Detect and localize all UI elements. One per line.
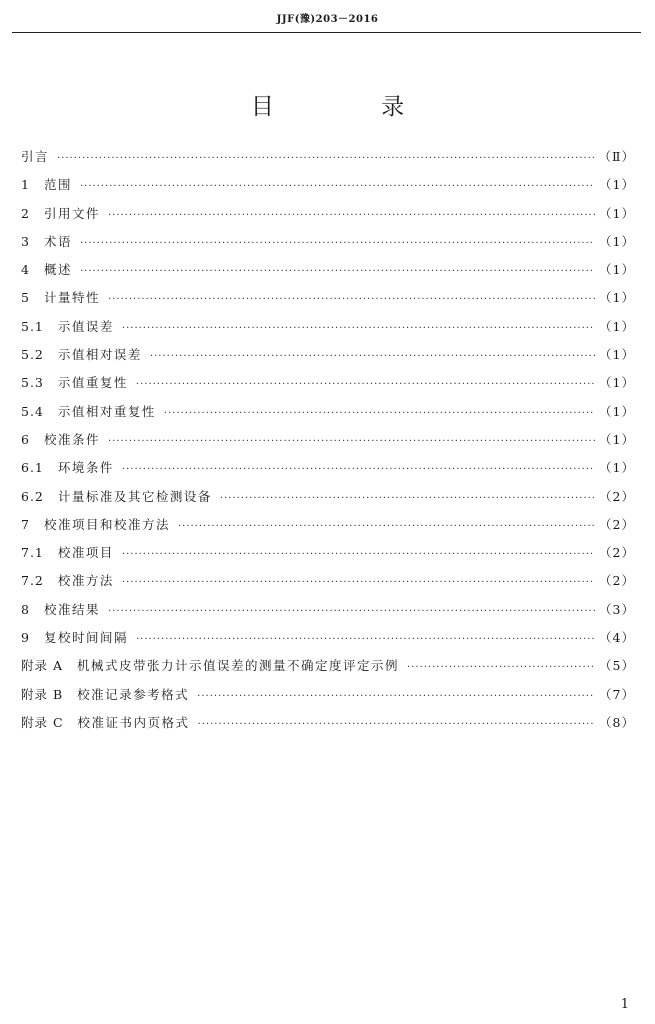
- toc-entry-page: （3）: [599, 601, 635, 617]
- toc-entry-number: 9: [21, 630, 30, 646]
- toc-entry-label: 概述: [43, 262, 72, 278]
- toc-entry: [21, 571, 635, 599]
- toc-entry-page: （Ⅱ）: [598, 149, 635, 164]
- toc-entry-page: （1）: [599, 431, 635, 447]
- toc-leader-dots: [136, 375, 595, 395]
- toc-entry-label: 校准项目: [57, 545, 114, 561]
- toc-entry: [21, 345, 635, 373]
- toc-entry-page: （1）: [599, 403, 635, 419]
- toc-entry: [21, 373, 635, 401]
- toc-entry: [21, 543, 635, 571]
- toc-entry-page: （2）: [599, 488, 635, 504]
- toc-leader-dots: [122, 545, 595, 565]
- toc-entry-page: （1）: [599, 205, 635, 221]
- toc-entry: [21, 656, 635, 684]
- toc-leader-dots: [108, 290, 595, 310]
- toc-entry-label: 校准方法: [57, 573, 114, 589]
- toc-entry-label: 环境条件: [57, 460, 114, 476]
- toc-entry-page: （1）: [599, 262, 635, 278]
- toc-entry-number: 6: [21, 431, 30, 447]
- toc-entry-number: 7.1: [21, 545, 44, 561]
- toc-entry-page: （1）: [599, 233, 635, 249]
- toc-leader-dots: [80, 262, 595, 282]
- toc-entry: [21, 515, 635, 543]
- toc-entry-label: 范围: [43, 177, 72, 193]
- toc-entry: [21, 402, 635, 430]
- toc-entry-page: （2）: [599, 545, 635, 561]
- header-rule: [12, 32, 641, 33]
- toc-leader-dots: [164, 404, 595, 424]
- toc-entry-number: 附录 B: [21, 686, 64, 702]
- toc-leader-dots: [198, 715, 595, 735]
- toc-leader-dots: [108, 432, 595, 452]
- toc-entry-label: 校准证书内页格式: [77, 714, 190, 730]
- toc-entry-label: 示值误差: [57, 318, 114, 334]
- toc-entry-number: 5.3: [21, 375, 44, 391]
- toc-leader-dots: [108, 206, 595, 226]
- toc-entry-page: （1）: [599, 318, 635, 334]
- toc-leader-dots: [122, 319, 595, 339]
- toc-entry: [21, 317, 635, 345]
- toc-entry-number: 1: [21, 177, 30, 193]
- toc-leader-dots: [80, 177, 595, 197]
- toc-entry: [21, 600, 635, 628]
- toc-entry-label: 校准记录参考格式: [77, 686, 190, 702]
- toc-leader-dots: [122, 573, 595, 593]
- toc-entry: [21, 204, 635, 232]
- toc-entry-page: （5）: [599, 658, 635, 674]
- toc-entry-page: （1）: [599, 177, 635, 193]
- toc-leader-dots: [197, 687, 595, 707]
- toc-entry-page: （4）: [599, 630, 635, 646]
- table-of-contents: [21, 147, 635, 741]
- toc-entry-number: 4: [21, 262, 30, 278]
- toc-entry-page: （2）: [599, 516, 635, 532]
- toc-entry-number: 附录 C: [21, 714, 64, 730]
- toc-entry-label: 机械式皮带张力计示值误差的测量不确定度评定示例: [77, 658, 400, 674]
- toc-entry-label: 术语: [43, 233, 72, 249]
- toc-entry-label: 校准项目和校准方法: [43, 516, 170, 532]
- toc-entry-number: 5: [21, 290, 30, 306]
- toc-leader-dots: [407, 658, 595, 678]
- toc-entry: [21, 458, 635, 486]
- toc-entry-number: 5.1: [21, 318, 44, 334]
- toc-entry-number: 6.1: [21, 460, 44, 476]
- toc-entry: [21, 713, 635, 741]
- page-title: 目 录: [250, 94, 455, 120]
- toc-entry-label: 计量特性: [43, 290, 100, 306]
- toc-leader-dots: [220, 489, 595, 509]
- toc-entry: [21, 175, 635, 203]
- toc-entry: [21, 628, 635, 656]
- toc-entry: [21, 232, 635, 260]
- toc-entry: [21, 487, 635, 515]
- toc-entry-number: 7: [21, 516, 30, 532]
- toc-entry-page: （2）: [599, 573, 635, 589]
- toc-entry-label: 校准条件: [43, 431, 100, 447]
- toc-entry-page: （8）: [599, 714, 635, 730]
- toc-entry-label: 引言: [21, 149, 50, 164]
- page-number: 1: [620, 997, 629, 1012]
- toc-entry-label: 示值相对重复性: [57, 403, 156, 419]
- toc-leader-dots: [178, 517, 595, 537]
- toc-leader-dots: [150, 347, 595, 367]
- toc-leader-dots: [136, 630, 595, 650]
- toc-entry-page: （1）: [599, 290, 635, 306]
- toc-entry-label: 复校时间间隔: [43, 630, 128, 646]
- toc-entry-number: 附录 A: [21, 658, 64, 674]
- toc-entry: [21, 147, 635, 175]
- toc-entry-number: 6.2: [21, 488, 44, 504]
- toc-entry-page: （7）: [599, 686, 635, 702]
- document-code-header: JJF(豫)203－2016: [276, 14, 379, 25]
- toc-leader-dots: [57, 149, 594, 169]
- toc-entry-label: 校准结果: [43, 601, 100, 617]
- toc-leader-dots: [122, 460, 595, 480]
- toc-entry: [21, 430, 635, 458]
- toc-entry: [21, 685, 635, 713]
- toc-entry-label: 计量标准及其它检测设备: [57, 488, 212, 504]
- toc-entry-page: （1）: [599, 375, 635, 391]
- toc-entry-number: 5.2: [21, 347, 44, 363]
- toc-entry-number: 7.2: [21, 573, 44, 589]
- toc-entry-page: （1）: [599, 460, 635, 476]
- toc-entry: [21, 260, 635, 288]
- toc-entry-label: 引用文件: [43, 205, 100, 221]
- toc-entry: [21, 288, 635, 316]
- toc-leader-dots: [80, 234, 595, 254]
- toc-entry-number: 3: [21, 233, 30, 249]
- toc-entry-number: 8: [21, 601, 30, 617]
- toc-entry-number: 5.4: [21, 403, 44, 419]
- toc-leader-dots: [108, 602, 595, 622]
- toc-entry-number: 2: [21, 205, 30, 221]
- toc-entry-label: 示值重复性: [57, 375, 128, 391]
- toc-entry-page: （1）: [599, 347, 635, 363]
- toc-entry-label: 示值相对误差: [57, 347, 142, 363]
